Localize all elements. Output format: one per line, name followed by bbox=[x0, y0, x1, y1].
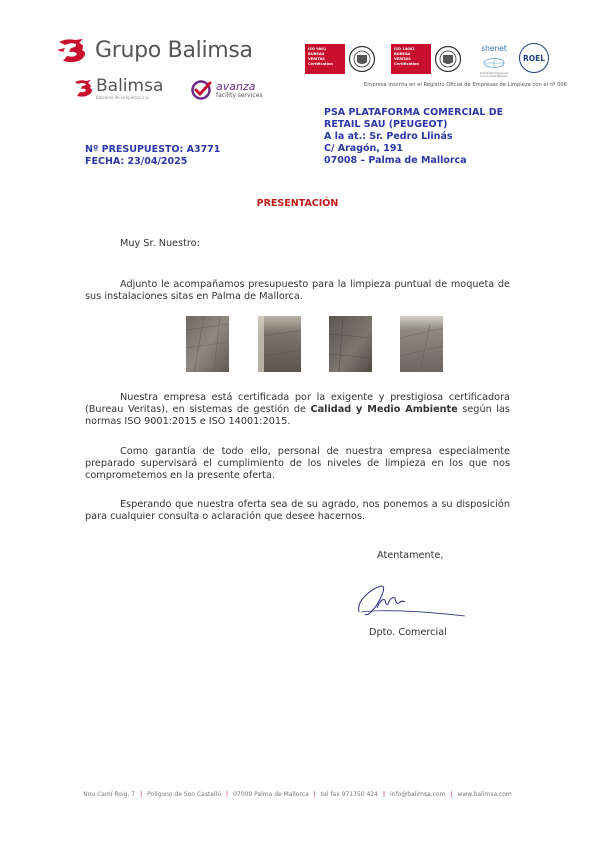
avanza-logo bbox=[190, 79, 263, 101]
guarantee-paragraph: Como garantía de todo ello, personal de nuestra empresa especialmente preparado supervisará el cumplimiento de los niveles de limpieza en los que nos comprometemos en la presente oferta. bbox=[85, 446, 510, 481]
carpet-photo bbox=[258, 316, 301, 372]
shenet-logo bbox=[478, 44, 510, 84]
shenet-name: shenet bbox=[481, 44, 507, 53]
bureau-veritas-seal-icon bbox=[348, 45, 376, 73]
balimsa-logo bbox=[72, 78, 163, 100]
intro-paragraph: Adjunto le acompañamos presupuesto para la limpieza puntual de moqueta de sus instalaciones sitas en Palma de Mallorca. bbox=[85, 279, 510, 302]
avanza-tagline: facility services bbox=[216, 92, 263, 99]
balimsa-small-b-icon bbox=[72, 78, 94, 98]
cert-label: ISO 14001 BUREAU VERITAS Certification bbox=[391, 44, 431, 74]
footer-website[interactable]: www.balimsa.com bbox=[457, 791, 512, 798]
grupo-balimsa-logo bbox=[55, 36, 253, 64]
document-title: PRESENTACIÓN bbox=[256, 198, 339, 209]
footer: Nou Camí Roig, 7 | Polígono de Son Castelló | 07009 Palma de Mallorca | tel fax 971750 424 | info@balimsa.com | www.balimsa.com bbox=[83, 791, 512, 798]
bureau-veritas-seal-icon bbox=[434, 45, 462, 73]
shenet-tagline: Sustainable Hygiene & Environment Network bbox=[479, 72, 509, 78]
addressee-block bbox=[324, 107, 503, 167]
department: Dpto. Comercial bbox=[369, 627, 447, 638]
carpet-photo bbox=[400, 316, 443, 372]
sign-off: Atentamente, bbox=[377, 550, 444, 561]
avanza-name: avanza bbox=[216, 80, 256, 93]
cert-label: ISO 9001 BUREAU VERITAS Certification bbox=[305, 44, 345, 74]
carpet-photo bbox=[186, 316, 229, 372]
handwritten-signature bbox=[355, 578, 470, 622]
avanza-check-icon bbox=[190, 79, 212, 101]
addressee-line: C/ Aragón, 191 bbox=[324, 143, 404, 154]
footer-email[interactable]: info@balimsa.com bbox=[389, 791, 446, 798]
budget-number: Nº PRESUPUESTO: A3771 bbox=[85, 144, 221, 155]
addressee-line: PSA PLATAFORMA COMERCIAL DE bbox=[324, 107, 504, 118]
cert-badge-iso9001 bbox=[305, 44, 376, 74]
budget-date: FECHA: 23/04/2025 bbox=[85, 156, 188, 167]
registry-note: Empresa inscrita en el Registro Oficial de Empresas de Limpieza con el nº 006 bbox=[363, 82, 567, 88]
footer-area: Polígono de Son Castelló bbox=[147, 791, 222, 798]
roel-logo: ROEL bbox=[519, 43, 549, 73]
closing-paragraph: Esperando que nuestra oferta sea de su agrado, nos ponemos a su disposición para cualquier consulta o aclaración que desee hacernos. bbox=[85, 499, 510, 522]
addressee-line: A la at.: Sr. Pedro Llinás bbox=[324, 131, 453, 142]
footer-city: 07009 Palma de Mallorca bbox=[233, 791, 309, 798]
carpet-photo bbox=[329, 316, 372, 372]
addressee-line: RETAIL SAU (PEUGEOT) bbox=[324, 119, 448, 130]
balimsa-name: Balimsa bbox=[96, 76, 164, 96]
addressee-line: 07008 – Palma de Mallorca bbox=[324, 155, 467, 166]
brand-name: Grupo Balimsa bbox=[95, 37, 253, 63]
certification-paragraph: Nuestra empresa está certificada por la exigente y prestigiosa certificadora (Bureau Veritas), en sistemas de gestión de Calidad y Medio Ambiente según las normas ISO 9001:2015 e ISO 14001:2015. bbox=[85, 392, 510, 427]
cert-badge-iso14001 bbox=[391, 44, 462, 74]
footer-address: Nou Camí Roig, 7 bbox=[83, 791, 136, 798]
balimsa-tagline: Baleares de Limpiezas s.a. bbox=[96, 95, 150, 100]
shenet-globe-icon bbox=[483, 58, 505, 68]
reference-block bbox=[85, 144, 220, 168]
footer-phone: tel fax 971750 424 bbox=[320, 791, 378, 798]
balimsa-b-logo-icon bbox=[55, 36, 89, 64]
salutation: Muy Sr. Nuestro: bbox=[120, 238, 200, 249]
